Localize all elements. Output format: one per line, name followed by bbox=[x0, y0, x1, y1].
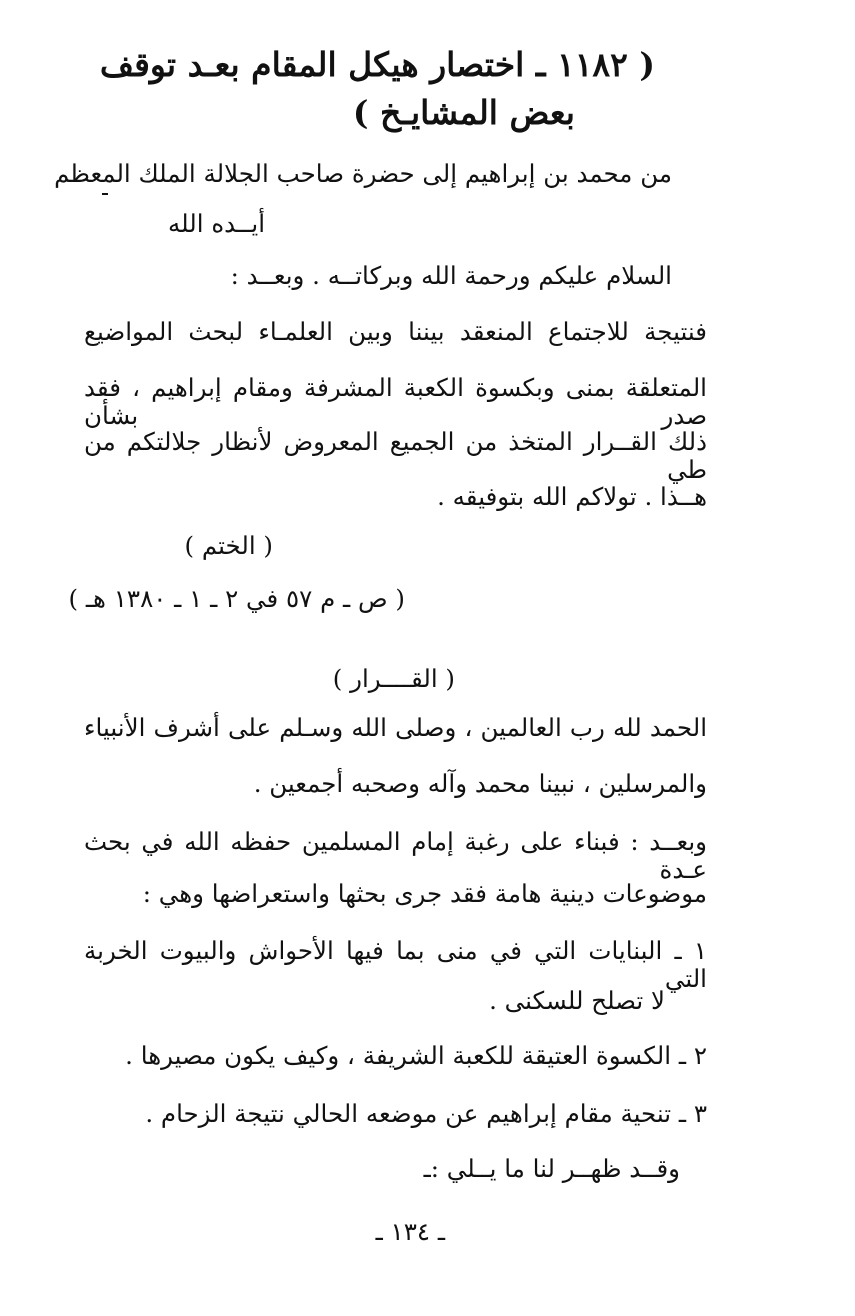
dash-mark bbox=[102, 193, 108, 195]
letter-from-line: من محمد بن إبراهيم إلى حضرة صاحب الجلالة الملك المعظم bbox=[54, 159, 672, 188]
seal-label: ( الختم ) bbox=[184, 531, 273, 560]
letter-paragraph-line-1: فنتيجة للاجتماع المنعقد بيننا وبين العلمـاء لبحث المواضيع bbox=[84, 317, 707, 346]
letter-reference: ( ص ـ م ٥٧ في ٢ ـ ١ ـ ١٣٨٠ هـ ) bbox=[68, 584, 405, 613]
title-line-1: ( ١١٨٢ ـ اختصار هيكل المقام بعـد توقف bbox=[99, 45, 655, 84]
decision-item-1-line-1: ١ ـ البنايات التي في منى بما فيها الأحواش والبيوت الخربة التي bbox=[84, 936, 707, 994]
decision-intro-line-2: موضوعات دينية هامة فقد جرى بحثها واستعراضها وهي : bbox=[142, 879, 707, 908]
letter-paragraph-line-3: ذلك القــرار المتخذ من الجميع المعروض لأنظار جلالتكم من طي bbox=[84, 427, 707, 485]
letter-blessing: أيــده الله bbox=[168, 209, 265, 238]
decision-praise-line-2: والمرسلين ، نبينا محمد وآله وصحبه أجمعين . bbox=[253, 769, 707, 798]
decision-intro-line-1: وبعــد : فبناء على رغبة إمام المسلمين حفظه الله في بحث عـدة bbox=[84, 827, 707, 885]
letter-paragraph-line-4: هــذا . تولاكم الله بتوفيقه . bbox=[437, 482, 707, 511]
decision-item-2: ٢ ـ الكسوة العتيقة للكعبة الشريفة ، وكيف يكون مصيرها . bbox=[125, 1041, 707, 1070]
page-number: ـ ١٣٤ ـ bbox=[375, 1217, 445, 1246]
decision-item-1-line-2: لا تصلح للسكنى . bbox=[489, 986, 665, 1015]
decision-closing: وقــد ظهــر لنا ما يــلي :ـ bbox=[423, 1154, 680, 1183]
decision-praise-line-1: الحمد لله رب العالمين ، وصلى الله وسـلم على أشرف الأنبياء bbox=[84, 713, 707, 742]
decision-item-3: ٣ ـ تنحية مقام إبراهيم عن موضعه الحالي نتيجة الزحام . bbox=[145, 1099, 707, 1128]
decision-heading: ( القــــرار ) bbox=[332, 664, 455, 693]
title-line-2: بعض المشايـخ ) bbox=[352, 93, 575, 132]
letter-paragraph-line-2: المتعلقة بمنى وبكسوة الكعبة المشرفة ومقام إبراهيم ، فقد صدر بشأن bbox=[84, 373, 707, 431]
letter-greeting: السلام عليكم ورحمة الله وبركاتــه . وبعــد : bbox=[230, 261, 672, 290]
